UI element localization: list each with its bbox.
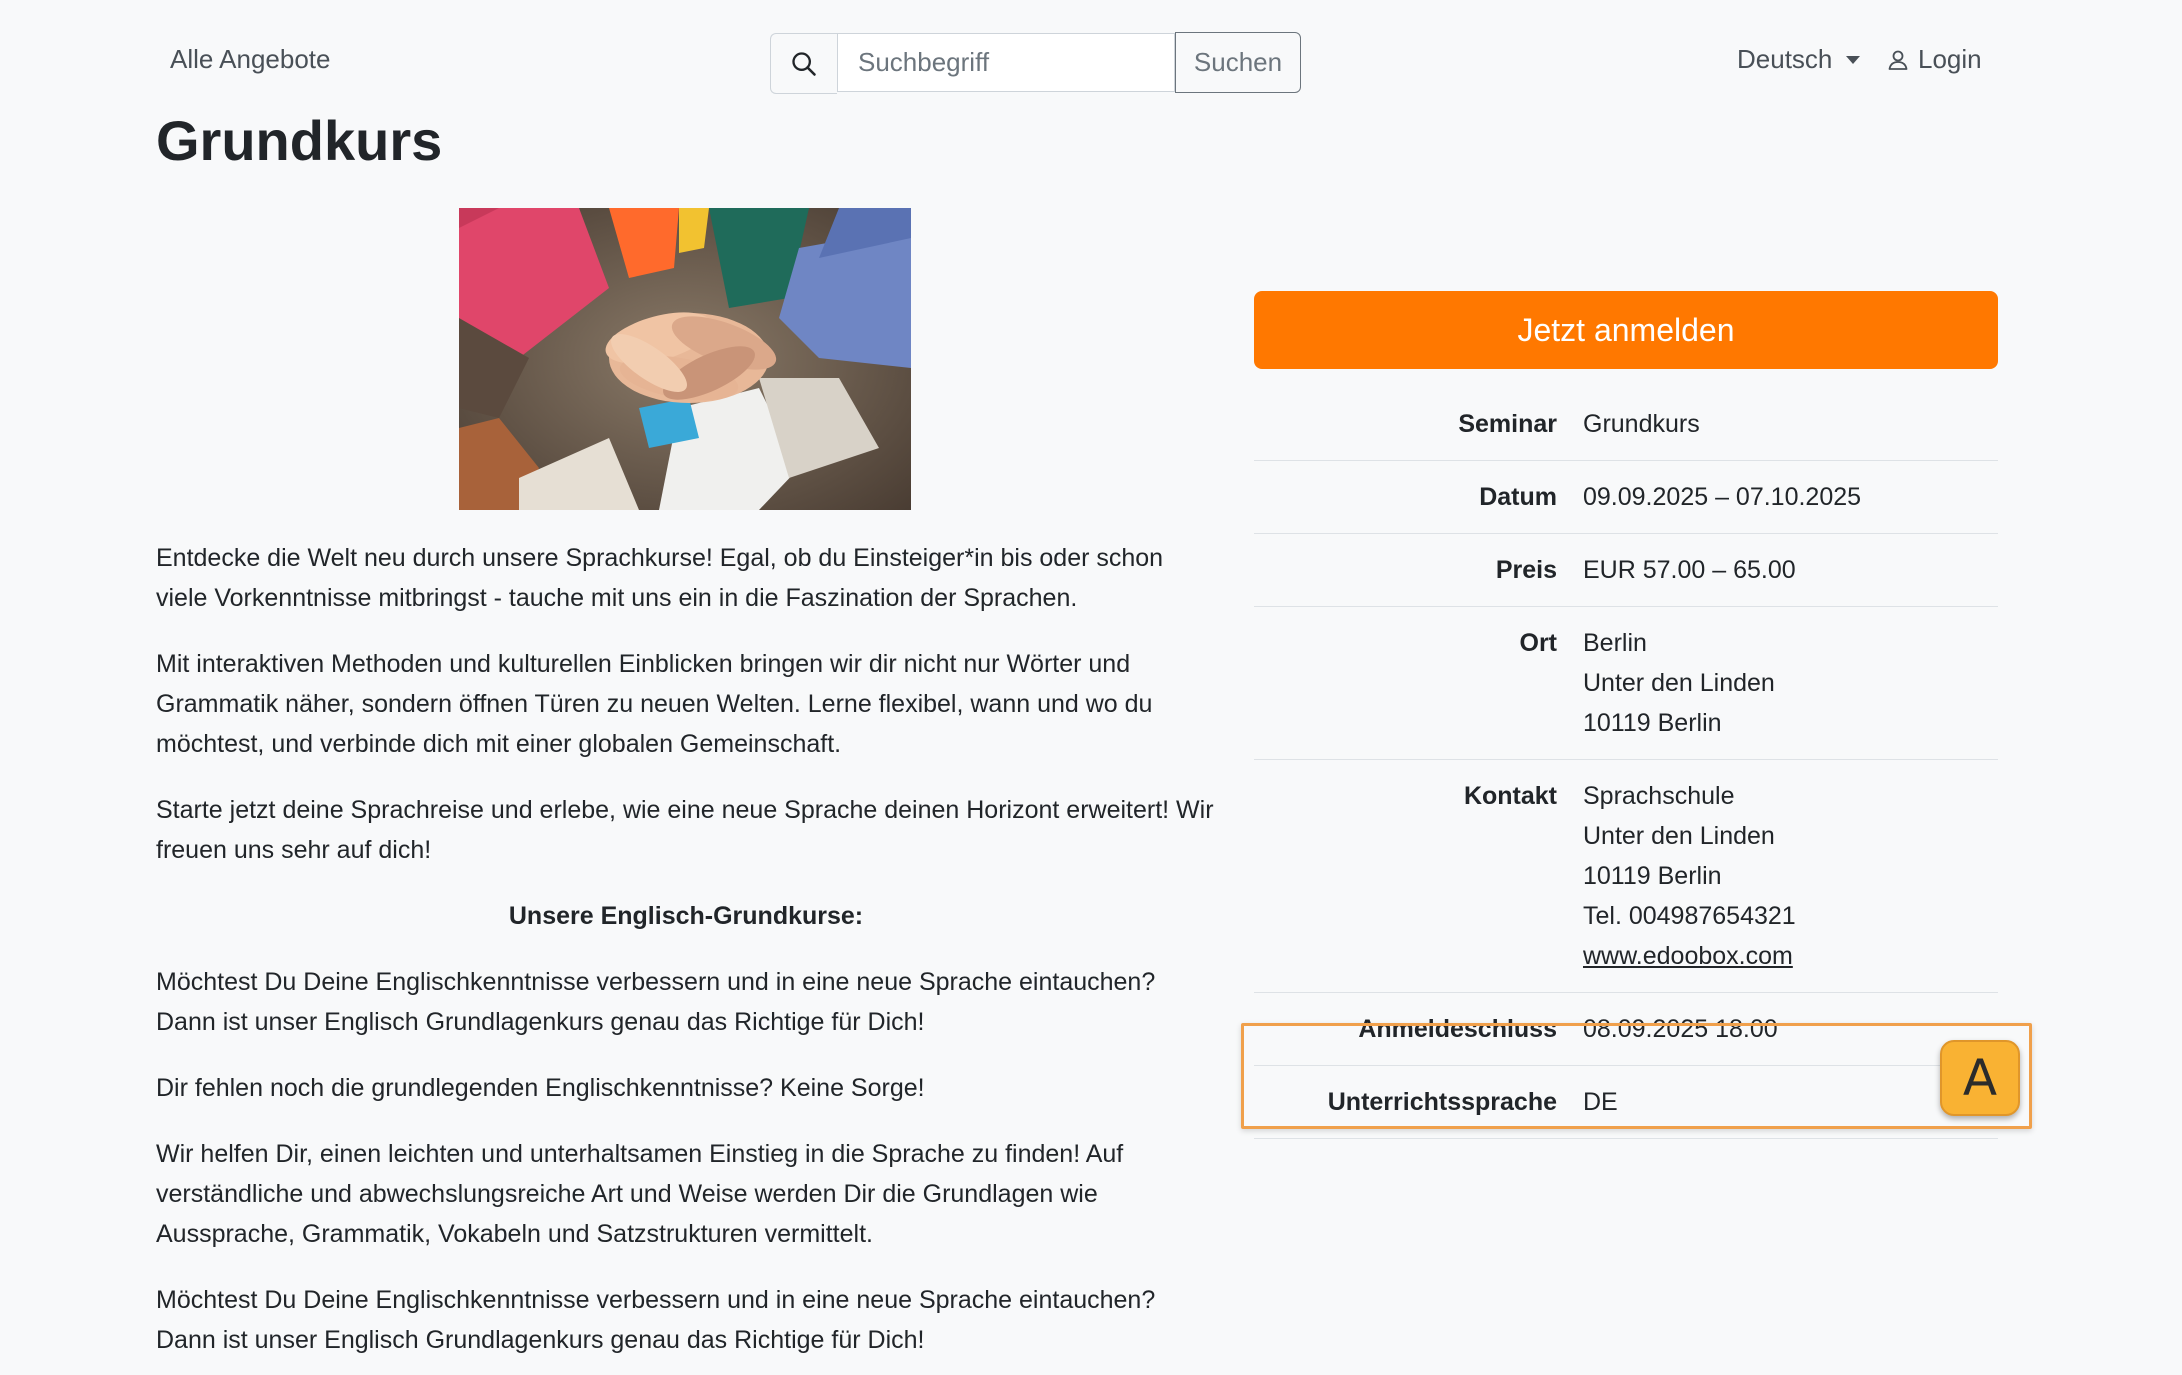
description-paragraph: Möchtest Du Deine Englischkenntnisse verbessern und in eine neue Sprache eintauchen? Dann ist unser Englisch Grundlagenkurs genau das Richtige für Dich! bbox=[156, 1286, 1156, 1354]
annotation-marker: A bbox=[1940, 1040, 2020, 1116]
info-value: DE bbox=[1583, 1088, 1618, 1116]
language-label: Deutsch bbox=[1737, 44, 1833, 74]
description-paragraph: Entdecke die Welt neu durch unsere Sprachkurse! Egal, ob du Einsteiger*in bis oder schon viele Vorkenntnisse mitbringst - tauche mit uns ein in die Faszination der Sprachen. bbox=[156, 544, 1164, 612]
info-row-preis bbox=[1254, 534, 1998, 607]
info-row-kontakt bbox=[1254, 760, 1998, 993]
course-image bbox=[459, 208, 911, 510]
info-value: 09.09.2025 – 07.10.2025 bbox=[1583, 483, 1862, 511]
kontakt-line: Sprachschule bbox=[1583, 782, 1735, 810]
ort-line: Berlin bbox=[1583, 629, 1647, 657]
search-icon-box[interactable] bbox=[770, 33, 837, 94]
page-title: Grundkurs bbox=[156, 109, 443, 172]
highlight-box bbox=[1241, 1023, 2032, 1129]
info-label: Seminar bbox=[1458, 410, 1557, 438]
info-value bbox=[1583, 776, 1998, 976]
ort-line: 10119 Berlin bbox=[1583, 709, 1722, 737]
info-row-datum bbox=[1254, 461, 1998, 534]
info-label: Datum bbox=[1479, 483, 1557, 511]
info-value bbox=[1583, 623, 1998, 743]
info-label: Unterrichtssprache bbox=[1327, 1088, 1557, 1116]
kontakt-line: Unter den Linden bbox=[1583, 822, 1775, 850]
login-link[interactable] bbox=[1886, 44, 1982, 75]
nav-all-offers-link[interactable]: Alle Angebote bbox=[170, 44, 331, 74]
register-button[interactable]: Jetzt anmelden bbox=[1254, 291, 1998, 369]
description-paragraph: Starte jetzt deine Sprachreise und erlebe, wie eine neue Sprache deinen Horizont erweitert! Wir freuen uns sehr auf dich! bbox=[156, 796, 1214, 864]
info-label: Anmeldeschluss bbox=[1358, 1015, 1557, 1043]
kontakt-line: Tel. 004987654321 bbox=[1583, 902, 1796, 930]
kontakt-website-link[interactable]: www.edoobox.com bbox=[1583, 942, 1793, 970]
description-paragraph: Dir fehlen noch die grundlegenden Englischkenntnisse? Keine Sorge! bbox=[156, 1074, 925, 1102]
description-paragraph: Mit interaktiven Methoden und kulturellen Einblicken bringen wir dir nicht nur Wörter und Grammatik näher, sondern öffnen Türen zu neuen Welten. Lerne flexibel, wann und wo du möchtest, und verbinde dich mit einer globalen Gemeinschaft. bbox=[156, 650, 1153, 758]
info-row-seminar bbox=[1254, 388, 1998, 461]
user-icon bbox=[1886, 48, 1910, 72]
description-paragraph: Wir helfen Dir, einen leichten und unterhaltsamen Einstieg in die Sprache zu finden! Auf verständliche und abwechslungsreiche Art und Weise werden Dir die Grundlagen wie Aussprache, Grammatik, Vokabeln und Satzstrukturen vermittelt. bbox=[156, 1140, 1124, 1248]
info-label: Ort bbox=[1519, 629, 1557, 657]
login-label: Login bbox=[1918, 44, 1982, 74]
chevron-down-icon bbox=[1846, 56, 1860, 64]
kontakt-line: 10119 Berlin bbox=[1583, 862, 1722, 890]
info-label: Kontakt bbox=[1463, 782, 1557, 810]
search-input[interactable] bbox=[837, 33, 1175, 92]
info-label: Preis bbox=[1495, 556, 1557, 584]
search-icon bbox=[790, 50, 818, 78]
search-button[interactable]: Suchen bbox=[1175, 32, 1301, 93]
info-value: 08.09.2025 18:00 bbox=[1583, 1015, 1778, 1043]
info-value: EUR 57.00 – 65.00 bbox=[1583, 556, 1796, 584]
info-row-ort bbox=[1254, 607, 1998, 760]
ort-line: Unter den Linden bbox=[1583, 669, 1775, 697]
description-subheading: Unsere Englisch-Grundkurse: bbox=[508, 902, 864, 930]
language-dropdown[interactable] bbox=[1737, 44, 1860, 75]
description-paragraph: Möchtest Du Deine Englischkenntnisse verbessern und in eine neue Sprache eintauchen? Dann ist unser Englisch Grundlagenkurs genau das Richtige für Dich! bbox=[156, 968, 1156, 1036]
course-description bbox=[156, 538, 1216, 1375]
info-value: Grundkurs bbox=[1583, 410, 1700, 438]
search-bar bbox=[770, 33, 1301, 94]
